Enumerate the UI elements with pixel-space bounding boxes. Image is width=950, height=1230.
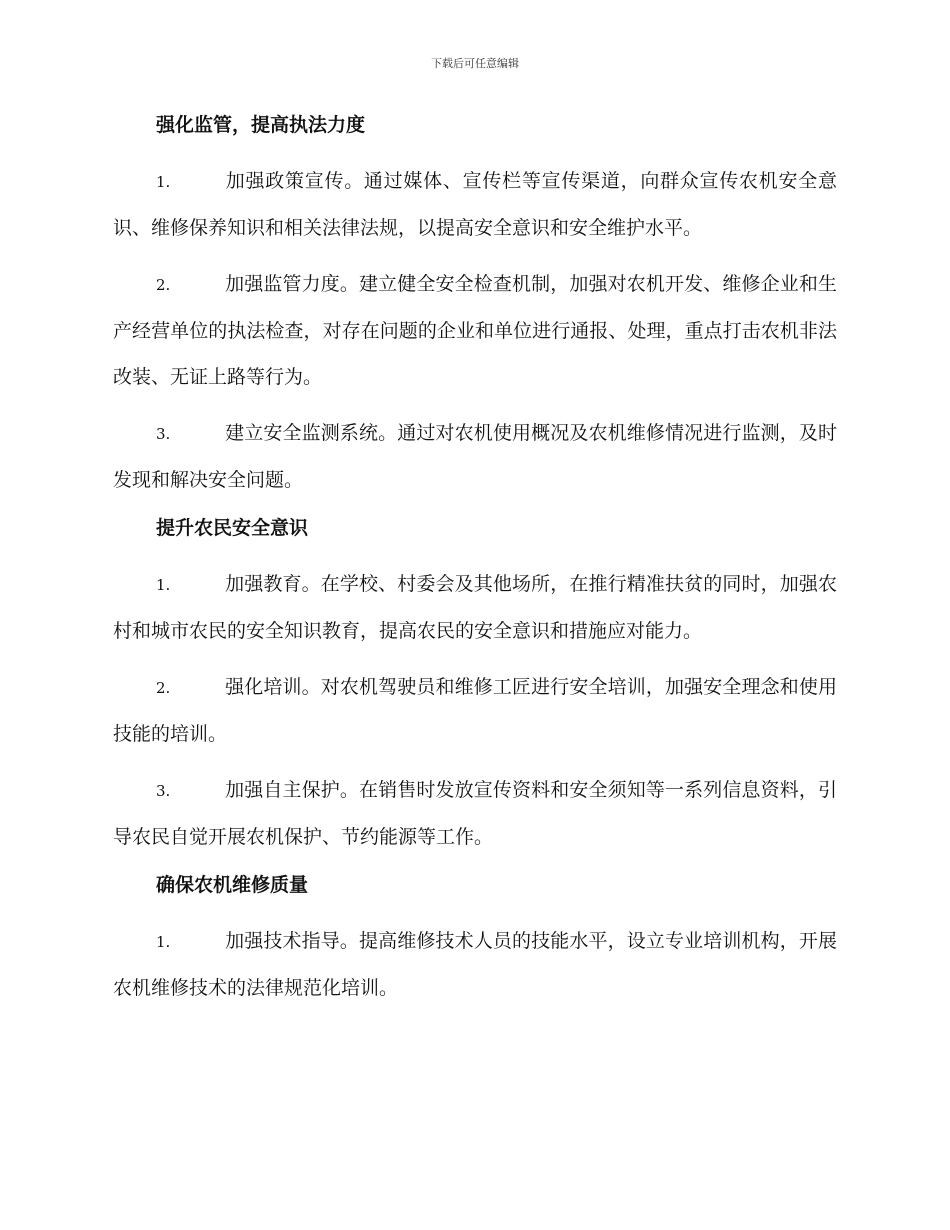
- section-heading: 强化监管，提高执法力度: [156, 114, 366, 136]
- document-body: [113, 110, 837, 1021]
- item-number: 2.: [156, 679, 171, 697]
- item-text: 加强技术指导。提高维修技术人员的技能水平，设立专业培训机构，开展农机维修技术的法律规范化培训。: [113, 930, 837, 999]
- item-number: 1.: [156, 173, 171, 191]
- page-header: 下载后可任意编辑: [431, 57, 519, 70]
- item-text: 加强教育。在学校、村委会及其他场所，在推行精准扶贫的同时，加强农村和城市农民的安全知识教育，提高农民的安全意识和措施应对能力。: [113, 573, 837, 642]
- list-item: [113, 561, 837, 654]
- item-text: 加强监管力度。建立健全安全检查机制，加强对农机开发、维修企业和生产经营单位的执法检查，对存在问题的企业和单位进行通报、处理，重点打击农机非法改装、无证上路等行为。: [113, 273, 837, 388]
- section-heading: 提升农民安全意识: [156, 517, 309, 539]
- list-item: [113, 261, 837, 400]
- list-item: [113, 158, 837, 251]
- item-number: 1.: [156, 933, 171, 951]
- list-item: [113, 664, 837, 757]
- item-text: 加强政策宣传。通过媒体、宣传栏等宣传渠道，向群众宣传农机安全意识、维修保养知识和相关法律法规，以提高安全意识和安全维护水平。: [113, 170, 837, 239]
- list-item: [113, 918, 837, 1011]
- item-text: 强化培训。对农机驾驶员和维修工匠进行安全培训，加强安全理念和使用技能的培训。: [113, 676, 837, 745]
- item-number: 3.: [156, 782, 171, 800]
- item-number: 3.: [156, 425, 171, 443]
- item-number: 1.: [156, 576, 171, 594]
- list-item: [113, 767, 837, 860]
- item-text: 建立安全监测系统。通过对农机使用概况及农机维修情况进行监测，及时发现和解决安全问题。: [113, 422, 837, 491]
- list-item: [113, 410, 837, 503]
- item-text: 加强自主保护。在销售时发放宣传资料和安全须知等一系列信息资料，引导农民自觉开展农机保护、节约能源等工作。: [113, 779, 837, 848]
- item-number: 2.: [156, 276, 171, 294]
- section-heading: 确保农机维修质量: [156, 874, 309, 896]
